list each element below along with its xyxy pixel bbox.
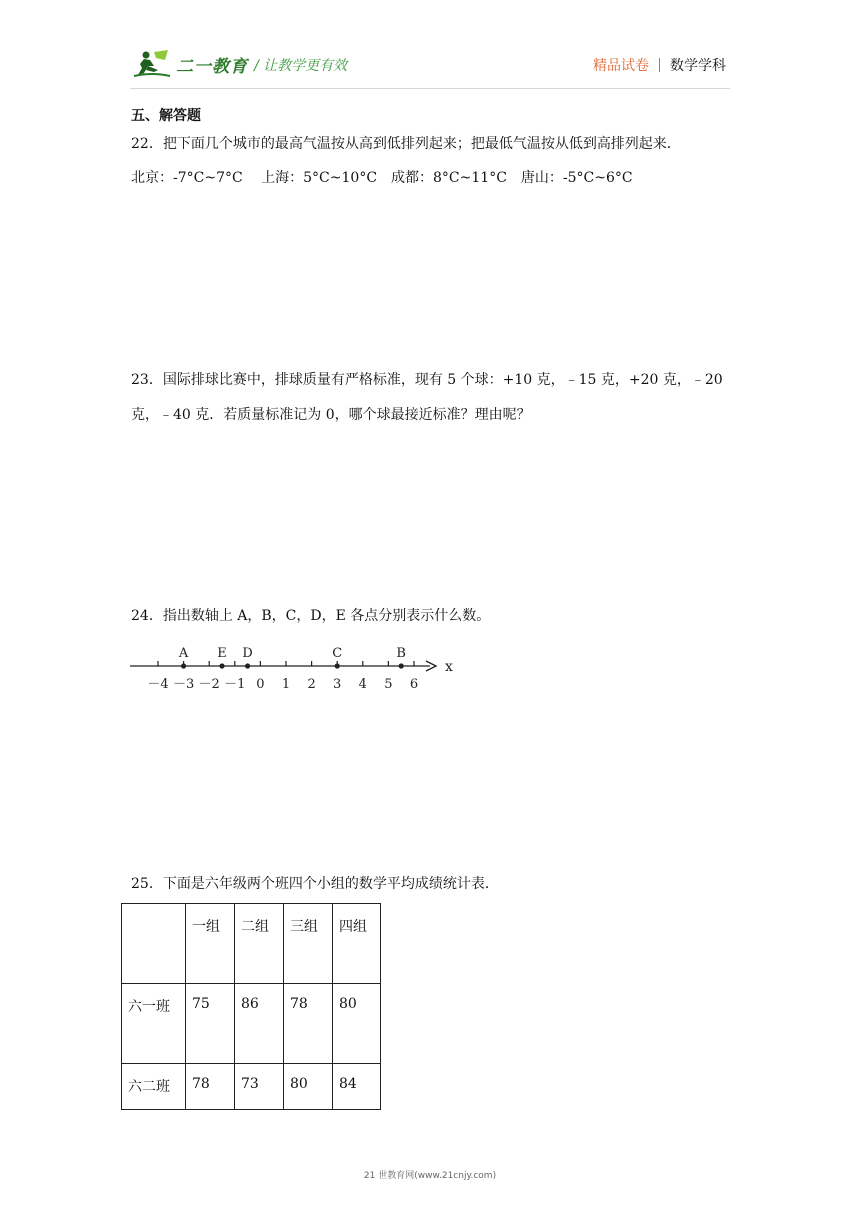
scores-table bbox=[121, 903, 381, 1110]
point-e bbox=[219, 663, 224, 668]
table-corner-cell bbox=[122, 904, 186, 984]
point-label: B bbox=[396, 646, 406, 661]
point-label: A bbox=[178, 646, 189, 661]
point-label: D bbox=[242, 646, 253, 661]
question-22-cities: 北京：-7°C~7°C 上海：5°C~10°C 成都：8°C~11°C 唐山：-5°C~6°C bbox=[131, 170, 633, 186]
header-right bbox=[593, 55, 726, 75]
table-header-cell: 一组 bbox=[186, 904, 235, 984]
logo bbox=[132, 46, 248, 82]
table-cell: 78 bbox=[284, 984, 333, 1064]
tick-label: 2 bbox=[307, 677, 316, 692]
point-d bbox=[245, 663, 250, 668]
table-cell: 84 bbox=[333, 1064, 381, 1110]
table-header-cell: 二组 bbox=[235, 904, 284, 984]
axis-label: x bbox=[445, 659, 453, 675]
header-subject: 数学学科 bbox=[670, 58, 726, 74]
point-b bbox=[399, 663, 404, 668]
tick-label: －3 bbox=[172, 677, 195, 692]
tick-label: 3 bbox=[333, 677, 342, 692]
tick-label: －2 bbox=[198, 677, 220, 692]
tick-label: －1 bbox=[224, 677, 246, 692]
page-header bbox=[0, 0, 860, 96]
header-tag: 精品试卷 bbox=[593, 58, 649, 74]
runner-logo-icon bbox=[132, 48, 172, 80]
table-cell: 78 bbox=[186, 1064, 235, 1110]
table-cell: 80 bbox=[284, 1064, 333, 1110]
table-cell: 86 bbox=[235, 984, 284, 1064]
point-a bbox=[181, 663, 186, 668]
table-header-cell: 三组 bbox=[284, 904, 333, 984]
slogan: / 让教学更有效 bbox=[254, 58, 348, 74]
point-label: E bbox=[217, 646, 227, 661]
table-row bbox=[122, 984, 381, 1064]
tick-label: 5 bbox=[384, 677, 393, 692]
point-c bbox=[335, 663, 340, 668]
table-row-label: 六二班 bbox=[122, 1064, 186, 1110]
question-23-line2: 克，﹣40 克．若质量标准记为 0，哪个球最接近标准？理由呢？ bbox=[131, 407, 531, 423]
header-separator bbox=[659, 58, 660, 72]
table-cell: 75 bbox=[186, 984, 235, 1064]
header-divider bbox=[130, 88, 730, 89]
question-22-text: 22．把下面几个城市的最高气温按从高到低排列起来；把最低气温按从低到高排列起来． bbox=[131, 136, 681, 152]
table-row bbox=[122, 1064, 381, 1110]
logo-text: 二一教育 bbox=[176, 56, 248, 77]
tick-label: 0 bbox=[256, 677, 265, 692]
tick-label: 1 bbox=[281, 677, 291, 692]
section-title: 五、解答题 bbox=[131, 108, 201, 124]
table-cell: 80 bbox=[333, 984, 381, 1064]
tick-label: 6 bbox=[409, 677, 419, 692]
question-24-text: 24．指出数轴上 A，B，C，D，E 各点分别表示什么数。 bbox=[131, 608, 491, 624]
tick-label: －4 bbox=[147, 677, 169, 692]
question-23-line1: 23．国际排球比赛中，排球质量有严格标准，现有 5 个球：+10 克，﹣15 克，+20 克，﹣20 bbox=[131, 372, 723, 388]
table-header-row bbox=[122, 904, 381, 984]
footer: 21 世教育网(www.21cnjy.com) bbox=[363, 1171, 497, 1181]
question-25-text: 25．下面是六年级两个班四个小组的数学平均成绩统计表． bbox=[131, 876, 499, 892]
table-row-label: 六一班 bbox=[122, 984, 186, 1064]
table-header-cell: 四组 bbox=[333, 904, 381, 984]
tick-label: 4 bbox=[358, 677, 367, 692]
table-cell: 73 bbox=[235, 1064, 284, 1110]
number-line bbox=[120, 638, 480, 694]
point-label: C bbox=[332, 646, 343, 661]
